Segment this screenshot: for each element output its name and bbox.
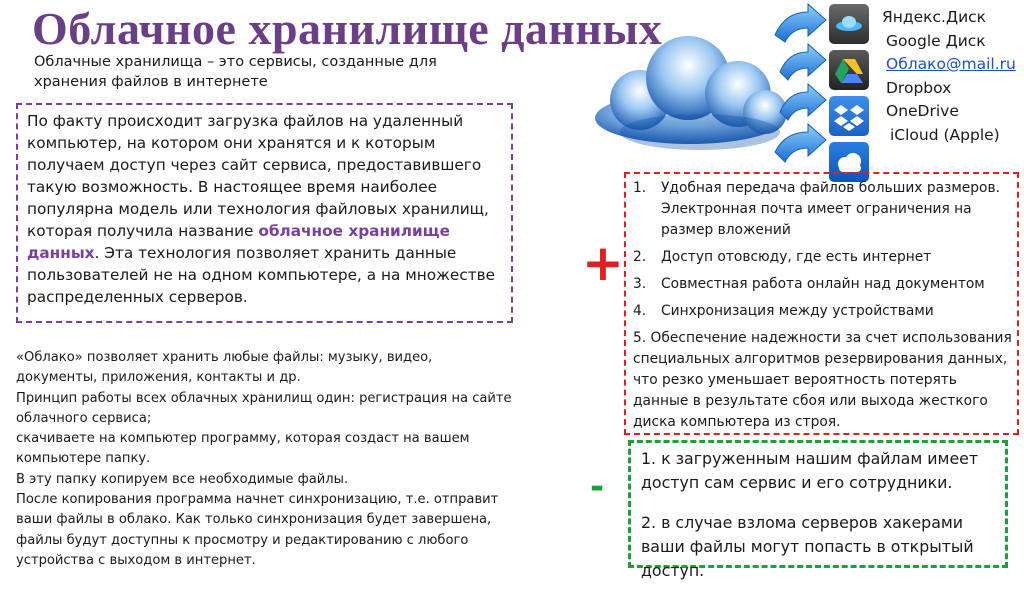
pros-item: 2. Доступ отовсюду, где есть интернет: [633, 249, 932, 265]
main-text-end: . Эта технология позволяет хранить данные пользователей не на одном компьютере, а на множестве распределенных серверов.: [27, 244, 496, 306]
cloud-illustration: [580, 0, 830, 185]
pros-item: 1. Удобная передача файлов больших размеров. Электронная почта имеет ограничения на размер вложений: [633, 180, 1000, 238]
service-yandex: Яндекс.Диск: [882, 8, 987, 26]
cloud-explanation: [16, 348, 516, 571]
explanation-line: «Облако» позволяет хранить любые файлы: музыку, видео, документы, приложения, контакты и др.: [16, 350, 433, 386]
main-text-start: По факту происходит загрузка файлов на удаленный компьютер, на котором они хранятся и к которым получаем доступ через сайт сервиса, предоставившего такую возможность. В настоящее время наиболее популярна модель или технология файловых хранилищ, которая получила название: [27, 112, 489, 240]
cons-list: [641, 447, 1003, 599]
page-title: Облачное хранилище данных: [32, 3, 663, 54]
explanation-line: скачиваете на компьютер программу, которая создаст на вашем компьютере папку.: [16, 431, 470, 467]
yandex-disk-icon: [829, 4, 869, 44]
cloud-icon: [595, 36, 787, 150]
service-google: Google Диск: [886, 31, 986, 50]
pros-list: [633, 178, 1015, 433]
plus-icon: +: [582, 234, 624, 292]
service-dropbox: Dropbox: [886, 78, 952, 97]
service-onedrive: OneDrive: [886, 102, 959, 120]
cons-item: 2. в случае взлома серверов хакерами ваши файлы могут попасть в открытый доступ.: [641, 513, 974, 580]
pros-item-5: 5. Обеспечение надежности за счет использования специальных алгоритмов резервирования данных, что резко уменьшает вероятность потерять данные в результате сбоя или выхода жесткого диска компьютера из строя.: [633, 330, 1012, 430]
explanation-line: В эту папку копируем все необходимые файлы.: [16, 471, 349, 487]
pros-item: 3. Совместная работа онлайн над документом: [633, 276, 985, 292]
explanation-line: После копирования программа начнет синхронизацию, т.е. отправит ваши файлы в облако. Как только синхронизация будет завершена, файлы будут доступны к просмотру и редактированию с любого устройства с выходом в интернет.: [16, 492, 499, 568]
highlighted-term: облачное хранилище данных: [27, 222, 450, 262]
google-drive-icon: [829, 50, 869, 90]
minus-icon: -: [590, 467, 605, 507]
services-list: [882, 6, 1016, 147]
cons-item: 1. к загруженным нашим файлам имеет доступ сам сервис и его сотрудники.: [641, 449, 979, 492]
service-icloud: iCloud (Apple): [890, 125, 1000, 144]
main-description: [27, 110, 507, 308]
pros-item: 4. Синхронизация между устройствами: [633, 303, 934, 319]
explanation-line: Принцип работы всех облачных хранилищ один: регистрация на сайте облачного сервиса;: [16, 390, 512, 426]
service-mailru-link[interactable]: Облако@mail.ru: [886, 55, 1016, 73]
subtitle: Облачные хранилища – это сервисы, созданные для хранения файлов в интернете: [34, 54, 437, 90]
arrow-icon: [775, 4, 826, 162]
dropbox-icon: [829, 96, 869, 136]
